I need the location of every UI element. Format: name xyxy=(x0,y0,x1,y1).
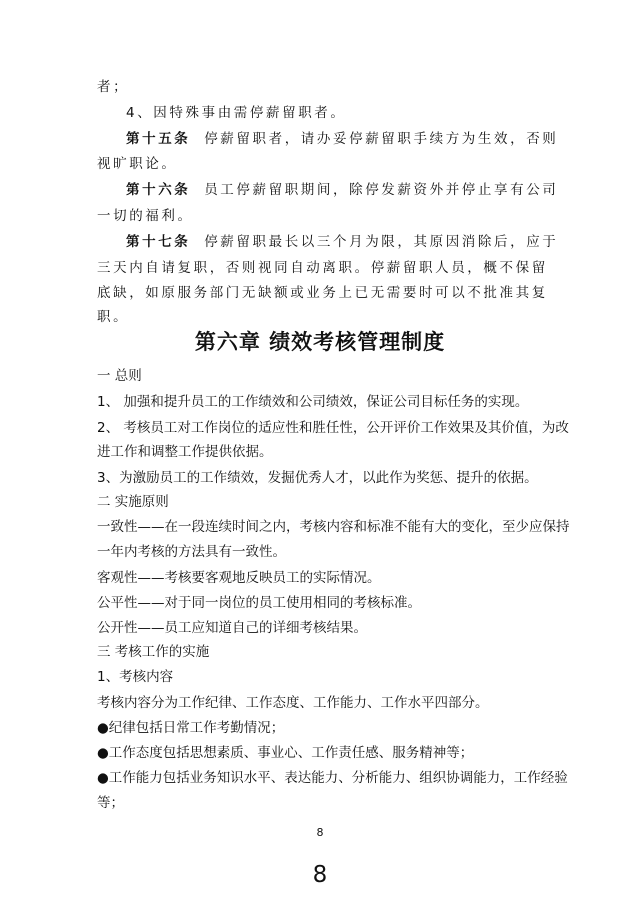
text-line: 客观性——考核要客观地反映员工的实际情况。 xyxy=(97,570,381,586)
article-17 xyxy=(126,233,558,251)
text-line: 进工作和调整工作提供依据。 xyxy=(97,444,273,460)
bullet-item: ●纪律包括日常工作考勤情况； xyxy=(97,720,285,736)
section-heading: 一 总则 xyxy=(97,368,142,384)
article-label: 第十五条 xyxy=(126,131,191,147)
section-heading: 三 考核工作的实施 xyxy=(97,644,210,660)
page-number: 8 xyxy=(312,862,328,888)
chapter-title: 第六章 绩效考核管理制度 xyxy=(194,330,446,354)
text-line: 者； xyxy=(97,79,130,95)
text-line: 公平性——对于同一岗位的员工使用相同的考核标准。 xyxy=(97,595,421,611)
article-label: 第十七条 xyxy=(126,234,191,250)
text-line: 一年内考核的方法具有一致性。 xyxy=(97,544,286,560)
text-line: 4、因特殊事由需停薪留职者。 xyxy=(126,105,347,121)
section-heading: 二 实施原则 xyxy=(97,494,169,510)
subsection-heading: 1、考核内容 xyxy=(97,669,174,685)
article-15 xyxy=(126,130,558,148)
text-line: 1、 加强和提升员工的工作绩效和公司绩效，保证公司目标任务的实现。 xyxy=(97,394,529,410)
text-line: 三天内自请复职，否则视同自动离职。停薪留职人员，概不保留 xyxy=(97,260,548,276)
text-line: 底缺，如原服务部门无缺额或业务上已无需要时可以不批准其复 xyxy=(97,285,548,301)
text-line: 一切的福利。 xyxy=(97,208,194,224)
bullet-item: ●工作态度包括思想素质、事业心、工作责任感、服务精神等； xyxy=(97,745,474,761)
text-line: 公开性——员工应知道自己的详细考核结果。 xyxy=(97,620,367,636)
article-text: 员工停薪留职期间，除停发薪资外并停止享有公司 xyxy=(204,182,559,198)
text-line: 职。 xyxy=(97,309,130,325)
article-label: 第十六条 xyxy=(126,182,191,198)
text-line: 考核内容分为工作纪律、工作态度、工作能力、工作水平四部分。 xyxy=(97,695,489,711)
bullet-item: ●工作能力包括业务知识水平、表达能力、分析能力、组织协调能力，工作经验 xyxy=(97,770,568,786)
article-16 xyxy=(126,181,558,199)
article-text: 停薪留职最长以三个月为限，其原因消除后，应于 xyxy=(204,234,559,250)
text-line: 2、 考核员工对工作岗位的适应性和胜任性，公开评价工作效果及其价值，为改 xyxy=(97,420,569,436)
text-line: 视旷职论。 xyxy=(97,156,178,172)
page-number-footer: 8 xyxy=(316,826,324,839)
text-line: 3、为激励员工的工作绩效，发掘优秀人才，以此作为奖惩、提升的依据。 xyxy=(97,470,538,486)
article-text: 停薪留职者，请办妥停薪留职手续方为生效，否则 xyxy=(204,131,559,147)
text-line: 一致性——在一段连续时间之内，考核内容和标准不能有大的变化，至少应保持 xyxy=(97,519,570,535)
text-line: 等； xyxy=(97,795,124,811)
